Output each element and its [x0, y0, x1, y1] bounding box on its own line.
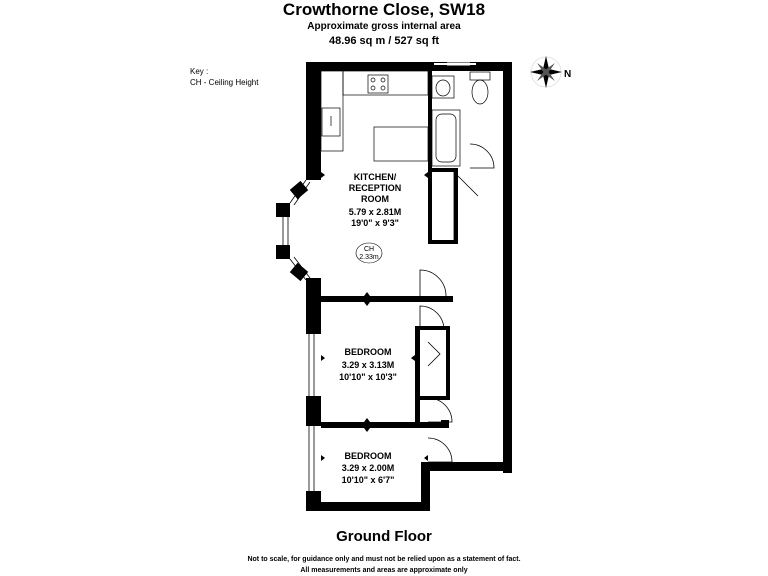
- kitchen-imperial: 19'0" x 9'3": [351, 218, 399, 228]
- plan-title: Crowthorne Close, SW18: [282, 0, 486, 19]
- bedroom2-metric: 3.29 x 2.00M: [341, 463, 395, 473]
- ceiling-height-value: 2.33m: [359, 254, 379, 261]
- bedroom2-name: BEDROOM: [344, 451, 392, 461]
- bedroom1-imperial: 10'10" x 10'3": [339, 372, 397, 382]
- kitchen-name-3: ROOM: [361, 194, 389, 204]
- floor-label: Ground Floor: [336, 528, 432, 545]
- kitchen-metric: 5.79 x 2.81M: [348, 207, 402, 217]
- key-entry: CH - Ceiling Height: [190, 78, 259, 87]
- outer-walls: [276, 62, 512, 511]
- bathroom-fittings: [432, 72, 490, 166]
- disclaimer-line-1: Not to scale, for guidance only and must not be relied upon as a statement of fact.: [247, 556, 521, 563]
- compass-letter: N: [564, 69, 572, 80]
- kitchen-name-2: RECEPTION: [348, 183, 402, 193]
- bedroom1-metric: 3.29 x 3.13M: [341, 360, 395, 370]
- kitchen-name-1: KITCHEN/: [353, 172, 397, 182]
- ceiling-height-label: CH: [363, 246, 375, 253]
- bedroom1-name: BEDROOM: [344, 347, 392, 357]
- key-heading: Key :: [190, 67, 209, 76]
- compass-icon: [530, 56, 562, 88]
- bedroom2-imperial: 10'10" x 6'7": [341, 475, 395, 485]
- disclaimer-line-2: All measurements and areas are approximate only: [300, 567, 468, 574]
- gross-area: 48.96 sq m / 527 sq ft: [328, 35, 440, 47]
- kitchen-fittings: [321, 71, 428, 161]
- plan-subtitle: Approximate gross internal area: [307, 21, 461, 32]
